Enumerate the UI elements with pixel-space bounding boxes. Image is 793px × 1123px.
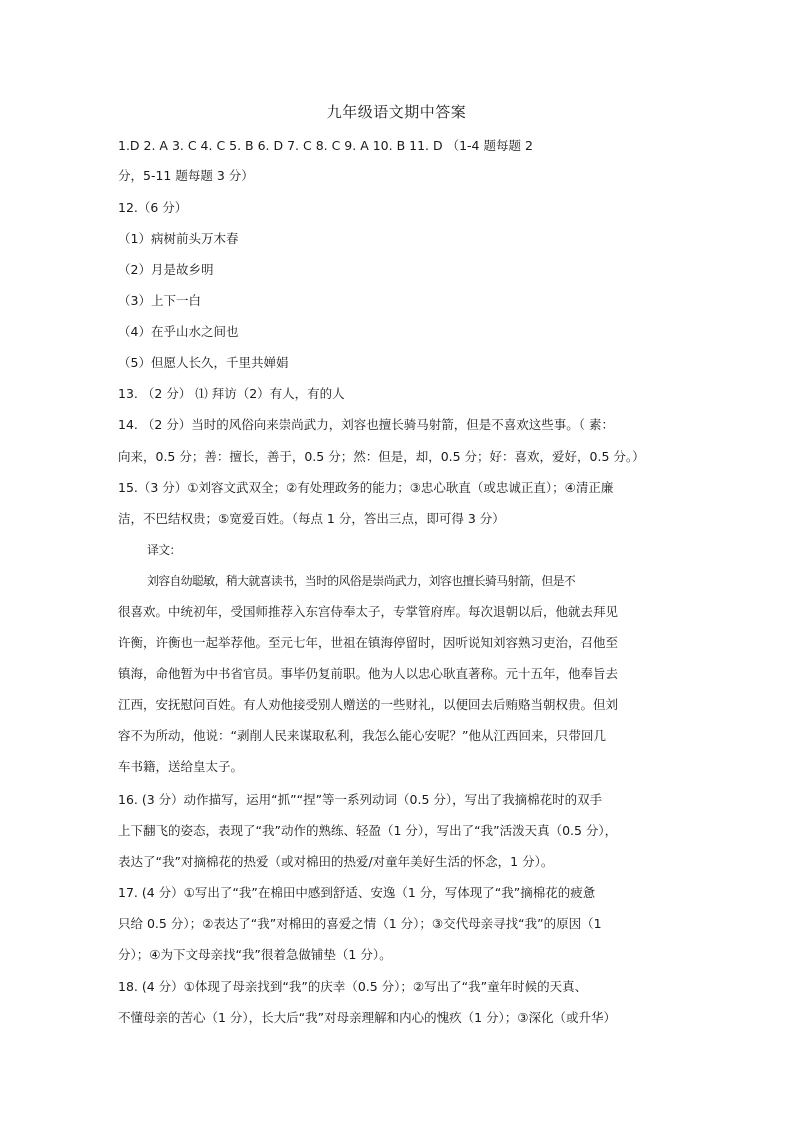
answer-line-mc: 1.D 2. A 3. C 4. C 5. B 6. D 7. C 8. C 9. A 10. B 11. D （1-4 题每题 2 bbox=[118, 138, 533, 153]
translation-line: 容不为所动，他说：“剥削人民来谋取私利，我怎么能心安呢？”他从江西回来，只带回几 bbox=[118, 728, 606, 743]
answer-line-12-1: （1）病树前头万木春 bbox=[118, 231, 239, 246]
answer-line-12-2: （2）月是故乡明 bbox=[118, 262, 214, 277]
translation-heading: 译文： bbox=[147, 543, 181, 557]
answer-line-16: 16. (3 分）动作描写，运用“抓”“捏”等一系列动词（0.5 分），写出了我摘棉花时的双手 bbox=[118, 792, 603, 807]
answer-line-18: 18. (4 分）①体现了母亲找到“我”的庆幸（0.5 分）；②写出了“我”童年时候的天真、 bbox=[118, 979, 588, 994]
answer-line-16-cont: 上下翻飞的姿态，表现了“我”动作的熟练、轻盈（1 分），写出了“我”活泼天真（0.5 分）， bbox=[118, 823, 618, 838]
answer-line-12-5: （5）但愿人长久，千里共婵娟 bbox=[118, 355, 289, 370]
answer-line-12: 12.（6 分） bbox=[118, 200, 188, 215]
answer-line-17: 17. (4 分）①写出了“我”在棉田中感到舒适、安逸（1 分，写体现了“我”摘棉花的疲惫 bbox=[118, 885, 596, 900]
answer-line-12-3: （3）上下一白 bbox=[118, 293, 201, 308]
answer-line-18-cont: 不懂母亲的苦心（1 分），长大后“我”对母亲理解和内心的愧疚（1 分）；③深化（或升华） bbox=[118, 1010, 617, 1025]
page-title: 九年级语文期中答案 bbox=[326, 103, 467, 121]
answer-line-15-cont: 洁，不巴结权贵；⑤宽爱百姓。（每点 1 分，答出三点，即可得 3 分） bbox=[118, 511, 505, 526]
translation-line: 很喜欢。中统初年，受国师推荐入东宫侍奉太子，专掌管府库。每次退朝以后，他就去拜见 bbox=[118, 604, 619, 619]
translation-line: 许衡，许衡也一起举荐他。至元七年，世祖在镇海停留时，因听说知刘容熟习吏治，召他至 bbox=[118, 635, 619, 650]
translation-line: 刘容自幼聪敏，稍大就喜读书，当时的风俗是崇尚武力，刘容也擅长骑马射箭，但是不 bbox=[147, 574, 576, 588]
translation-line: 江西，安抚慰问百姓。有人劝他接受别人赠送的一些财礼，以便回去后贿赂当朝权贵。但刘 bbox=[118, 697, 619, 712]
answer-line-13: 13. （2 分） ⑴ 拜访（2）有人，有的人 bbox=[118, 386, 345, 401]
answer-line-14: 14. （2 分）当时的风俗向来崇尚武力，刘容也擅长骑马射箭，但是不喜欢这些事。（ 素： bbox=[118, 417, 615, 432]
answer-line-mc-scoring: 分，5-11 题每题 3 分） bbox=[118, 168, 254, 183]
translation-line: 镇海，命他暂为中书省官员。事毕仍复前职。他为人以忠心耿直著称。元十五年，他奉旨去 bbox=[118, 666, 619, 681]
answer-line-16-cont: 表达了“我”对摘棉花的热爱（或对棉田的热爱/对童年美好生活的怀念，1 分）。 bbox=[118, 854, 554, 869]
answer-line-14-scoring: 向来，0.5 分；善：擅长，善于，0.5 分；然：但是，却，0.5 分；好：喜欢，爱好，0.5 分。） bbox=[118, 449, 645, 464]
answer-line-15: 15.（3 分）①刘容文武双全；②有处理政务的能力；③忠心耿直（或忠诚正直）；④清正廉 bbox=[118, 480, 614, 495]
answer-line-12-4: （4）在乎山水之间也 bbox=[118, 324, 239, 339]
answer-line-17-cont: 只给 0.5 分）；②表达了“我”对棉田的喜爱之情（1 分）；③交代母亲寻找“我”的原因（1 bbox=[118, 916, 602, 931]
answer-line-17-cont: 分）；④为下文母亲找“我”很着急做铺垫（1 分）。 bbox=[118, 947, 392, 962]
translation-line: 车书籍，送给皇太子。 bbox=[118, 759, 244, 774]
